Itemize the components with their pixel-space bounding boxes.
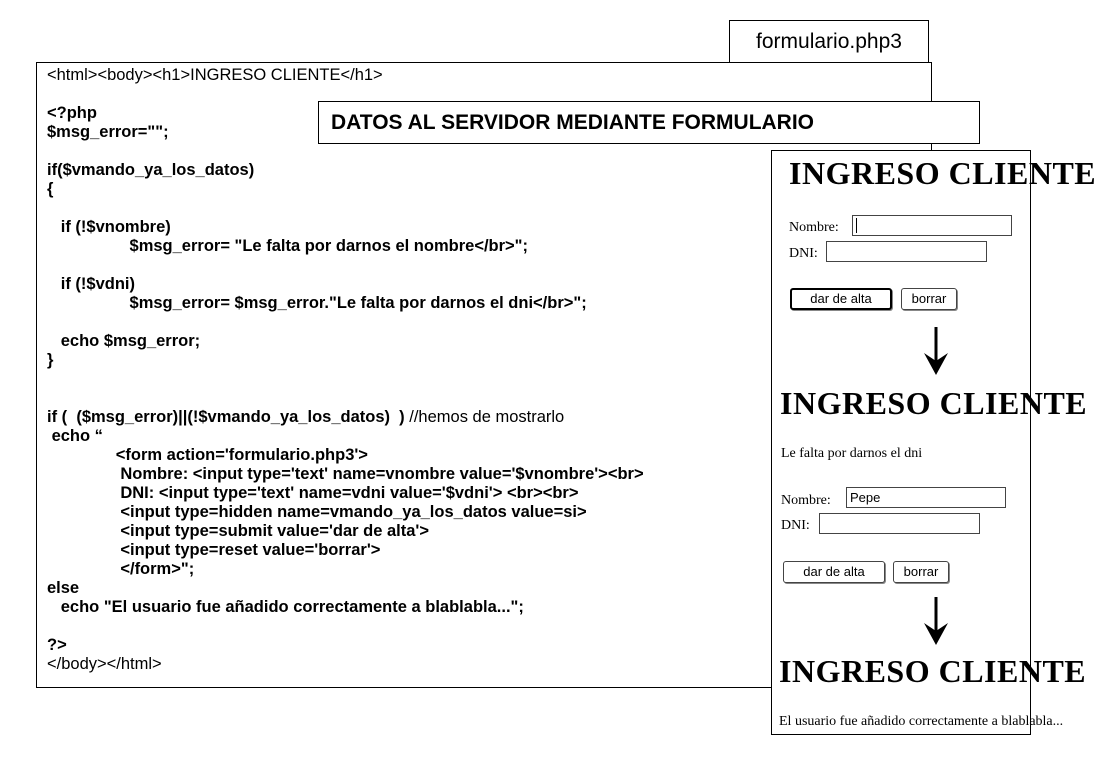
code-line — [47, 617, 644, 636]
code-line — [47, 446, 644, 465]
code-line — [47, 161, 644, 180]
preview-heading-1: INGRESO CLIENTE — [789, 155, 1096, 191]
slide-title: DATOS AL SERVIDOR MEDIANTE FORMULARIO — [318, 101, 980, 144]
error-message: Le falta por darnos el dni — [781, 446, 923, 461]
code-line — [47, 465, 644, 484]
code-text: if ( ($msg_error)||(!$vmando_ya_los_datos) ) — [47, 408, 405, 426]
code-text: <input type=reset value='borrar'> — [47, 541, 381, 559]
browser-preview — [771, 150, 1096, 735]
code-line — [47, 237, 644, 256]
code-line — [47, 142, 644, 161]
code-line — [47, 598, 644, 617]
code-line — [47, 180, 644, 199]
code-text: Nombre: <input type='text' name=vnombre value='$vnombre'><br> — [47, 465, 644, 483]
code-text: <input type=hidden name=vmando_ya_los_datos value=si> — [47, 503, 587, 521]
code-line — [47, 636, 644, 655]
code-text: DNI: <input type='text' name=vdni value='$vdni'> <br><br> — [47, 484, 579, 502]
code-line — [47, 332, 644, 351]
code-line — [47, 541, 644, 560]
code-line — [47, 484, 644, 503]
dni-label-2: DNI: — [781, 518, 810, 533]
code-lines — [47, 66, 644, 674]
code-text: echo "El usuario fue añadido correctamente a blablabla..."; — [47, 598, 524, 616]
code-line — [47, 370, 644, 389]
code-line — [47, 199, 644, 218]
preview-heading-2: INGRESO CLIENTE — [780, 385, 1088, 421]
code-text: else — [47, 579, 80, 597]
code-text: if (!$vdni) — [47, 275, 135, 293]
nombre-label-1: Nombre: — [789, 220, 839, 235]
nombre-input-2[interactable] — [846, 487, 1006, 508]
file-name-label: formulario.php3 — [729, 20, 929, 63]
code-text: if($vmando_ya_los_datos) — [47, 161, 255, 179]
reset-button-1[interactable]: borrar — [901, 288, 957, 310]
down-arrow-icon — [921, 327, 951, 375]
code-line — [47, 655, 644, 674]
dni-input-1[interactable] — [826, 241, 987, 262]
dni-input-2[interactable] — [819, 513, 980, 534]
text-cursor — [856, 218, 857, 233]
preview-heading-3: INGRESO CLIENTE — [779, 653, 1087, 689]
code-text: </body></html> — [47, 655, 162, 673]
code-text: <input type=submit value='dar de alta'> — [47, 522, 429, 540]
code-line — [47, 218, 644, 237]
success-message: El usuario fue añadido correctamente a blablabla... — [779, 714, 1064, 729]
code-line — [47, 275, 644, 294]
code-text: <form action='formulario.php3'> — [47, 446, 368, 464]
code-text: $msg_error=""; — [47, 123, 169, 141]
code-text: if (!$vnombre) — [47, 218, 171, 236]
code-line — [47, 294, 644, 313]
code-text: echo “ — [47, 427, 103, 445]
code-text: <html><body><h1>INGRESO CLIENTE</h1> — [47, 66, 383, 84]
nombre-label-2: Nombre: — [781, 493, 831, 508]
code-text: <?php — [47, 104, 97, 122]
dni-label-1: DNI: — [789, 246, 818, 261]
submit-button-2[interactable]: dar de alta — [783, 561, 885, 583]
code-line — [47, 579, 644, 598]
nombre-input-1[interactable] — [852, 215, 1012, 236]
code-line — [47, 313, 644, 332]
code-text: </form>"; — [47, 560, 195, 578]
code-text: } — [47, 351, 54, 369]
code-line — [47, 389, 644, 408]
code-line — [47, 560, 644, 579]
code-text: $msg_error= $msg_error."Le falta por darnos el dni</br>"; — [47, 294, 587, 312]
down-arrow-icon — [921, 597, 951, 645]
code-line — [47, 408, 644, 427]
reset-button-2[interactable]: borrar — [893, 561, 949, 583]
code-text: ?> — [47, 636, 67, 654]
code-comment: //hemos de mostrarlo — [404, 408, 565, 426]
code-text: $msg_error= "Le falta por darnos el nombre</br>"; — [47, 237, 528, 255]
code-line — [47, 522, 644, 541]
submit-button-1[interactable]: dar de alta — [790, 288, 892, 310]
nombre-value-2: Pepe — [850, 490, 881, 505]
code-text: { — [47, 180, 54, 198]
code-line — [47, 427, 644, 446]
code-line — [47, 66, 644, 85]
code-line — [47, 503, 644, 522]
code-line — [47, 256, 644, 275]
code-text: echo $msg_error; — [47, 332, 201, 350]
code-line — [47, 351, 644, 370]
